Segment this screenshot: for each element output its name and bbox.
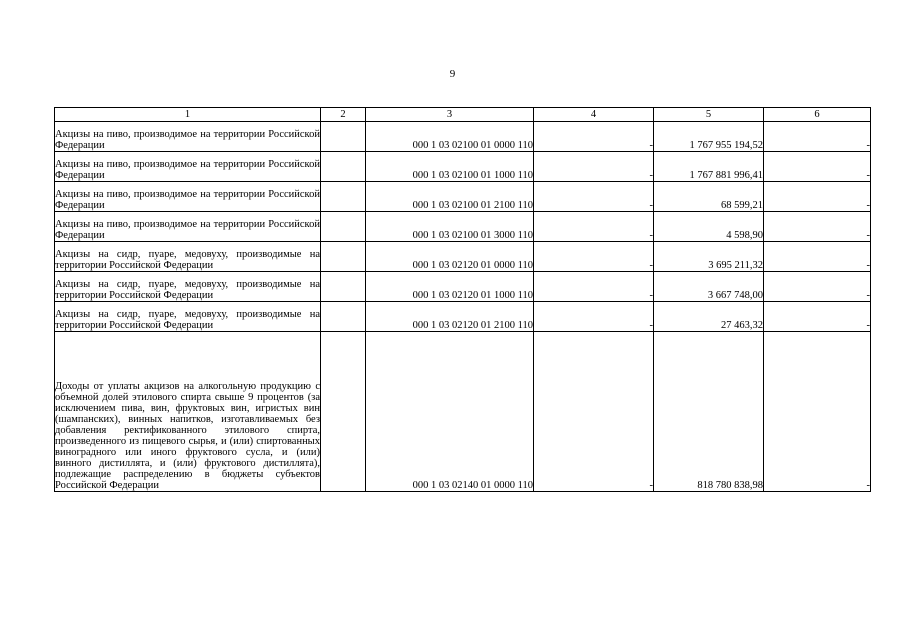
- row-col2: [321, 122, 366, 152]
- revenue-table: [54, 107, 871, 492]
- row-col6: -: [764, 302, 871, 332]
- row-code: 000 1 03 02100 01 0000 110: [366, 122, 534, 152]
- row-name: Акцизы на пиво, производимое на территории Российской Федерации: [55, 182, 321, 212]
- column-header: 5: [654, 108, 764, 122]
- row-name: Акцизы на сидр, пуаре, медовуху, производимые на территории Российской Федерации: [55, 272, 321, 302]
- row-amount: 3 667 748,00: [654, 272, 764, 302]
- row-amount: 1 767 881 996,41: [654, 152, 764, 182]
- row-col6: -: [764, 122, 871, 152]
- row-col2: [321, 182, 366, 212]
- row-col4: -: [534, 242, 654, 272]
- table-row: [55, 152, 871, 182]
- row-col6: -: [764, 152, 871, 182]
- row-name: Акцизы на пиво, производимое на территории Российской Федерации: [55, 152, 321, 182]
- table-row: [55, 212, 871, 242]
- row-code: 000 1 03 02120 01 0000 110: [366, 242, 534, 272]
- row-name: Акцизы на пиво, производимое на территории Российской Федерации: [55, 122, 321, 152]
- column-header: 6: [764, 108, 871, 122]
- row-col4: -: [534, 302, 654, 332]
- row-col6: -: [764, 212, 871, 242]
- row-col2: [321, 242, 366, 272]
- row-amount: 3 695 211,32: [654, 242, 764, 272]
- row-col4: -: [534, 152, 654, 182]
- row-code: 000 1 03 02100 01 1000 110: [366, 152, 534, 182]
- row-col6: -: [764, 332, 871, 492]
- row-col4: -: [534, 122, 654, 152]
- column-header: 2: [321, 108, 366, 122]
- table-row: [55, 302, 871, 332]
- row-col4: -: [534, 182, 654, 212]
- row-code: 000 1 03 02100 01 2100 110: [366, 182, 534, 212]
- row-col6: -: [764, 242, 871, 272]
- row-col2: [321, 332, 366, 492]
- row-amount: 4 598,90: [654, 212, 764, 242]
- row-col2: [321, 212, 366, 242]
- row-col4: -: [534, 212, 654, 242]
- row-code: 000 1 03 02120 01 1000 110: [366, 272, 534, 302]
- row-code: 000 1 03 02100 01 3000 110: [366, 212, 534, 242]
- row-amount: 818 780 838,98: [654, 332, 764, 492]
- column-header: 1: [55, 108, 321, 122]
- table-row: [55, 182, 871, 212]
- row-col6: -: [764, 182, 871, 212]
- row-amount: 68 599,21: [654, 182, 764, 212]
- table-row: [55, 272, 871, 302]
- row-amount: 27 463,32: [654, 302, 764, 332]
- row-col4: -: [534, 272, 654, 302]
- row-code: 000 1 03 02140 01 0000 110: [366, 332, 534, 492]
- row-name: Доходы от уплаты акцизов на алкогольную продукцию с объемной долей этилового спирта свыше 9 процентов (за исключением пива, вин, фруктовых вин, игристых вин (шампанских), винных напитков, изготавливаемых без добавления ректификованного этилового спирта, произведенного из пищевого сырья, и (или) спиртованных виноградного или иного фруктового сусла, и (или) винного дистиллята, и (или) фруктового дистиллята), подлежащие распределению в бюджеты субъектов Российской Федерации: [55, 332, 321, 492]
- page-number: 9: [449, 68, 456, 80]
- row-col6: -: [764, 272, 871, 302]
- row-col2: [321, 302, 366, 332]
- row-name: Акцизы на пиво, производимое на территории Российской Федерации: [55, 212, 321, 242]
- table-row: [55, 242, 871, 272]
- row-col2: [321, 152, 366, 182]
- column-header: 3: [366, 108, 534, 122]
- row-name: Акцизы на сидр, пуаре, медовуху, производимые на территории Российской Федерации: [55, 242, 321, 272]
- row-amount: 1 767 955 194,52: [654, 122, 764, 152]
- row-code: 000 1 03 02120 01 2100 110: [366, 302, 534, 332]
- row-col2: [321, 272, 366, 302]
- table-row: [55, 122, 871, 152]
- row-col4: -: [534, 332, 654, 492]
- column-header: 4: [534, 108, 654, 122]
- table-row: [55, 332, 871, 492]
- table-header-row: [55, 108, 871, 122]
- row-name: Акцизы на сидр, пуаре, медовуху, производимые на территории Российской Федерации: [55, 302, 321, 332]
